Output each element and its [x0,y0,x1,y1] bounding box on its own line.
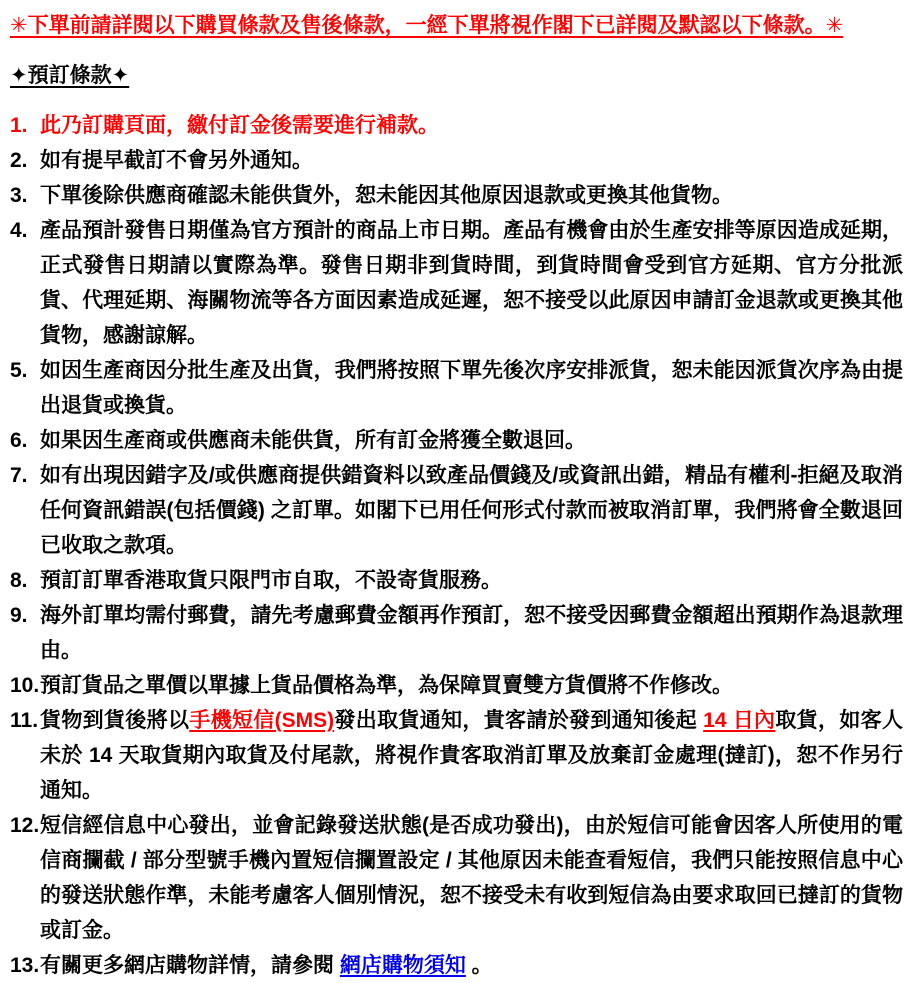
term-segment: 如有提早截訂不會另外通知。 [40,149,313,172]
term-item-9 [10,598,903,668]
term-item-5 [10,353,903,423]
term-segment: 預訂訂單香港取貨只限門市自取，不設寄貨服務。 [40,569,502,592]
term-text [40,143,903,178]
term-segment: 如因生產商因分批生產及出貨，我們將按照下單先後次序安排派貨，恕未能因派貨次序為由提出退貨或換貨。 [40,359,903,417]
term-text [40,668,903,703]
term-text [40,178,903,213]
term-number: 1. [10,114,28,137]
term-number: 3. [10,184,28,207]
term-text [40,808,903,948]
term-item-13 [10,948,903,983]
term-segment: 海外訂單均需付郵費，請先考慮郵費金額再作預訂，恕不接受因郵費金額超出預期作為退款理由。 [40,604,903,662]
term-text [40,353,903,423]
term-text [40,598,903,668]
term-segment: 下單後除供應商確認未能供貨外，恕未能因其他原因退款或更換其他貨物。 [40,184,733,207]
term-number: 2. [10,149,28,172]
term-text [40,108,903,143]
term-text [40,948,903,983]
terms-list [10,108,903,983]
term-number: 4. [10,219,28,242]
term-segment: 如有出現因錯字及/或供應商提供錯資料以致產品價錢及/或資訊出錯，精品有權利-拒絕及取消任何資訊錯誤(包括價錢) 之訂單。如閣下已用任何形式付款而被取消訂單，我們將會全數退回已收取之款項。 [40,464,903,557]
term-text [40,213,903,353]
term-segment: 短信經信息中心發出，並會記錄發送狀態(是否成功發出)，由於短信可能會因客人所使用的電信商攔截 / 部分型號手機內置短信攔置設定 / 其他原因未能查看短信，我們只能按照信息中心的發送狀態作準，未能考慮客人個別情況，恕不接受未有收到短信為由要求取回已撻訂的貨物或訂金。 [40,814,903,942]
term-segment: 有關更多網店購物詳情，請參閱 [40,954,340,977]
term-segment: 。 [465,954,493,977]
term-text [40,423,903,458]
term-item-3 [10,178,903,213]
term-item-11 [10,703,903,808]
term-item-8 [10,563,903,598]
term-number: 8. [10,569,28,592]
term-text [40,563,903,598]
term-item-1 [10,108,903,143]
term-number: 10. [10,674,40,697]
term-item-6 [10,423,903,458]
term-segment: 產品預計發售日期僅為官方預計的商品上市日期。產品有機會由於生產安排等原因造成延期，正式發售日期請以實際為準。發售日期非到貨時間，到貨時間會受到官方延期、官方分批派貨、代理延期、海關物流等各方面因素造成延遲，恕不接受以此原因申請訂金退款或更換其他貨物，感謝諒解。 [40,219,903,347]
pre-order-warning-header: ✳下單前請詳閱以下購買條款及售後條款，一經下單將視作閣下已詳閱及默認以下條款。✳ [10,14,844,37]
term-segment: 取貨，如客人未於 14 天取貨期內取貨及付尾款，將視作貴客取消訂單及放棄訂金處理(撻訂)，恕不作另行通知。 [40,709,903,802]
term-number: 9. [10,604,28,627]
term-number: 12. [10,814,40,837]
term-number: 11. [10,709,39,732]
section-title-preorder-terms: ✦預訂條款✦ [10,64,130,87]
term-segment: 此乃訂購頁面，繳付訂金後需要進行補款。 [40,114,439,137]
term-item-2 [10,143,903,178]
term-item-10 [10,668,903,703]
term-number: 7. [10,464,28,487]
term-item-12 [10,808,903,948]
term-segment: 貨物到貨後將以 [40,709,190,732]
term-segment: 如果因生產商或供應商未能供貨，所有訂金將獲全數退回。 [40,429,586,452]
term-item-4 [10,213,903,353]
shop-notice-link[interactable]: 網店購物須知 [339,954,466,977]
term-item-7 [10,458,903,563]
term-text [40,703,903,808]
sms-highlight: 手機短信(SMS) [189,709,335,732]
term-number: 6. [10,429,28,452]
term-segment: 發出取貨通知，貴客請於發到通知後起 [334,709,704,732]
term-segment: 預訂貨品之單價以單據上貨品價格為準，為保障買賣雙方貨價將不作修改。 [40,674,733,697]
term-text [40,458,903,563]
pickup-deadline-highlight: 14 日內 [703,709,776,732]
term-number: 5. [10,359,28,382]
term-number: 13. [10,954,40,977]
